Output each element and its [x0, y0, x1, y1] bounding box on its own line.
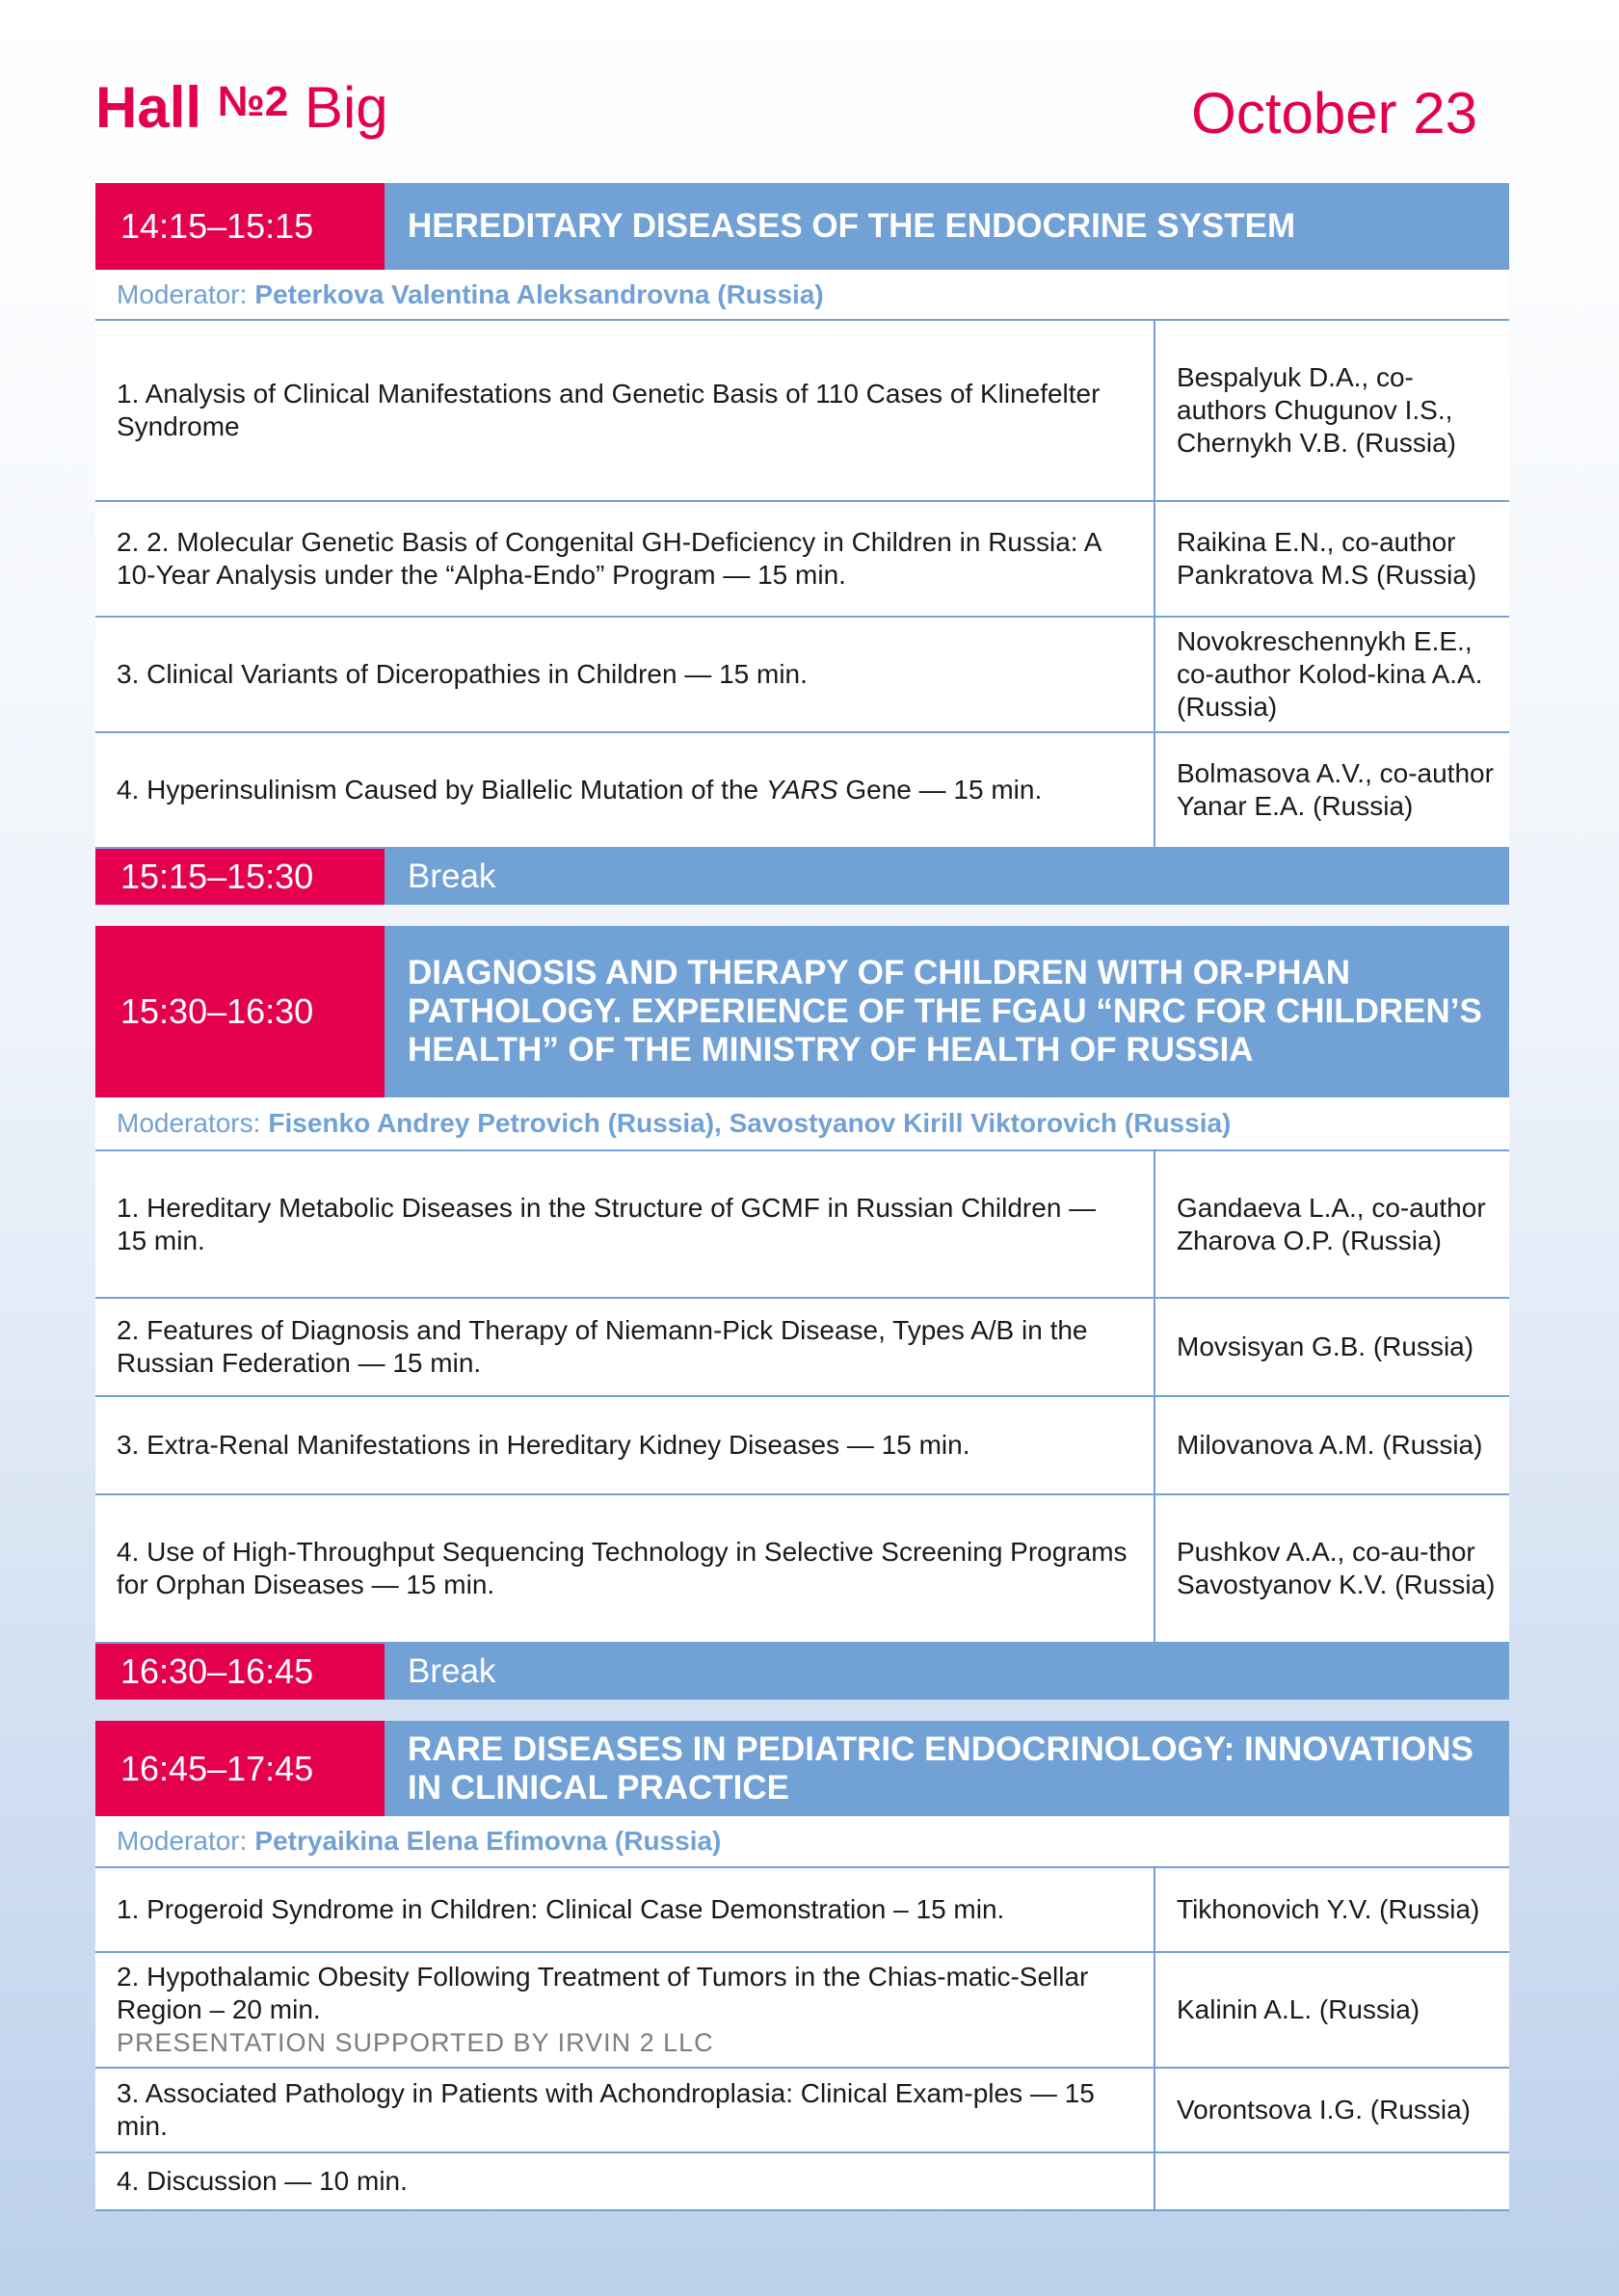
- talk-authors: Bolmasova A.V., co-author Yanar E.A. (Russia): [1177, 758, 1494, 821]
- talk-title-text: 2. Hypothalamic Obesity Following Treatment of Tumors in the Chias-matic-Sellar Region – 20 min.: [117, 1962, 1089, 2024]
- break-label: Break: [385, 849, 1509, 905]
- talk-authors: Tikhonovich Y.V. (Russia): [1177, 1894, 1480, 1924]
- talk-authors: Vorontsova I.G. (Russia): [1177, 2095, 1472, 2124]
- talk-row: [95, 2153, 1509, 2211]
- talk-title-text: 3. Clinical Variants of Diceropathies in Children — 15 min.: [117, 659, 808, 689]
- moderator-label: Moderator:: [117, 1826, 248, 1856]
- program-page: [95, 0, 1509, 2211]
- talk-row: [95, 1299, 1509, 1397]
- moderator-label: Moderator:: [117, 278, 248, 309]
- sponsor-note: PRESENTATION SUPPORTED BY IRVIN 2 LLC: [117, 2028, 714, 2057]
- hall-size: Big: [304, 75, 388, 140]
- talk-title-part: Gene — 15 min.: [837, 775, 1043, 805]
- talk-title-part: 4. Hyperinsulinism Caused by Biallelic Mutation of the: [117, 775, 766, 805]
- session-time: 16:45–17:45: [95, 1721, 385, 1816]
- talk-title-text: 4. Use of High-Throughput Sequencing Technology in Selective Screening Programs for Orphan Diseases — 15 min.: [117, 1537, 1128, 1599]
- talk-row: [95, 1151, 1509, 1299]
- talk-title: [95, 1495, 1155, 1642]
- talk-authors: Movsisyan G.B. (Russia): [1177, 1332, 1474, 1361]
- talk-title-text: 1. Progeroid Syndrome in Children: Clinical Case Demonstration – 15 min.: [117, 1894, 1005, 1924]
- talk-row: [95, 321, 1509, 502]
- talk-title: [95, 1397, 1155, 1493]
- break-banner: [95, 849, 1509, 905]
- talk-row: [95, 733, 1509, 849]
- session-banner: [95, 1721, 1509, 1816]
- talk-title-text: 2. Features of Diagnosis and Therapy of Niemann-Pick Disease, Types A/B in the Russian Federation — 15 min.: [117, 1315, 1088, 1378]
- moderator-row: [95, 270, 1509, 321]
- talk-title: [95, 1151, 1155, 1297]
- talk-authors: Bespalyuk D.A., co-authors Chugunov I.S., Chernykh V.B. (Russia): [1177, 362, 1456, 458]
- talk-title: [95, 2153, 1155, 2209]
- talk-title: [95, 2069, 1155, 2151]
- hall-title: [95, 75, 388, 140]
- talk-title-text: 1. Analysis of Clinical Manifestations and Genetic Basis of 110 Cases of Klinefelter Syndrome: [117, 379, 1101, 441]
- break-time: 16:30–16:45: [95, 1644, 385, 1700]
- session-banner: [95, 183, 1509, 270]
- session-title: HEREDITARY DISEASES OF THE ENDOCRINE SYSTEM: [385, 183, 1509, 270]
- session-banner: [95, 926, 1509, 1097]
- talk-authors: Kalinin A.L. (Russia): [1177, 1994, 1420, 2024]
- talk-title: [95, 321, 1155, 500]
- session-title: RARE DISEASES IN PEDIATRIC ENDOCRINOLOGY: INNOVATIONS IN CLINICAL PRACTICE: [385, 1721, 1509, 1816]
- talk-title-text: 4. Discussion — 10 min.: [117, 2166, 408, 2196]
- moderator-label: Moderators:: [117, 1108, 261, 1138]
- talk-title: [95, 1953, 1155, 2067]
- talk-row: [95, 618, 1509, 733]
- talk-title-text: 3. Extra-Renal Manifestations in Hereditary Kidney Diseases — 15 min.: [117, 1430, 970, 1460]
- session-title: DIAGNOSIS AND THERAPY OF CHILDREN WITH OR-PHAN PATHOLOGY. EXPERIENCE OF THE FGAU “NRC FOR CHILDREN’S HEALTH” OF THE MINISTRY OF HEALTH OF RUSSIA: [385, 926, 1509, 1097]
- session-time: 15:30–16:30: [95, 926, 385, 1097]
- talk-authors: Milovanova A.M. (Russia): [1177, 1430, 1483, 1460]
- talk-row: [95, 1397, 1509, 1495]
- break-label: Break: [385, 1644, 1509, 1700]
- moderator-names: Petryaikina Elena Efimovna (Russia): [254, 1826, 722, 1856]
- gene-name: YARS: [765, 775, 838, 805]
- talk-title: [95, 618, 1155, 731]
- talk-authors: Raikina E.N., co-author Pankratova M.S (Russia): [1177, 527, 1477, 590]
- hall-word: Hall: [95, 75, 202, 140]
- talk-row: [95, 2069, 1509, 2153]
- talk-title-text: [117, 774, 1132, 806]
- talk-row: [95, 1953, 1509, 2069]
- talk-title-text: 3. Associated Pathology in Patients with Achondroplasia: Clinical Exam-ples — 15 min.: [117, 2078, 1095, 2141]
- page-header: [95, 0, 1509, 183]
- talk-row: [95, 1868, 1509, 1953]
- talk-authors: Novokreschennykh E.E., co-author Kolod-kina A.A. (Russia): [1177, 626, 1483, 722]
- moderator-row: [95, 1816, 1509, 1868]
- talk-authors: [1155, 2153, 1509, 2209]
- talk-row: [95, 502, 1509, 618]
- moderator-row: [95, 1097, 1509, 1151]
- event-date: October 23: [1191, 81, 1477, 145]
- break-banner: [95, 1644, 1509, 1700]
- talk-title-text: 2. 2. Molecular Genetic Basis of Congenital GH-Deficiency in Children in Russia: A 10-Year Analysis under the “Alpha-Endo” Program — 15 min.: [117, 527, 1101, 590]
- talk-row: [95, 1495, 1509, 1644]
- talk-title: [95, 1299, 1155, 1395]
- talk-authors: Pushkov A.A., co-au-thor Savostyanov K.V. (Russia): [1177, 1537, 1496, 1599]
- break-time: 15:15–15:30: [95, 849, 385, 905]
- talk-authors: Gandaeva L.A., co-author Zharova O.P. (Russia): [1177, 1192, 1486, 1255]
- session-time: 14:15–15:15: [95, 183, 385, 270]
- talk-title: [95, 502, 1155, 616]
- moderator-names: Fisenko Andrey Petrovich (Russia), Savostyanov Kirill Viktorovich (Russia): [268, 1108, 1232, 1138]
- moderator-names: Peterkova Valentina Aleksandrovna (Russia): [254, 278, 824, 309]
- talk-title-text: 1. Hereditary Metabolic Diseases in the Structure of GCMF in Russian Children — 15 min.: [117, 1192, 1097, 1255]
- talk-title: [95, 733, 1155, 847]
- talk-title: [95, 1868, 1155, 1951]
- hall-number: №2: [217, 78, 289, 125]
